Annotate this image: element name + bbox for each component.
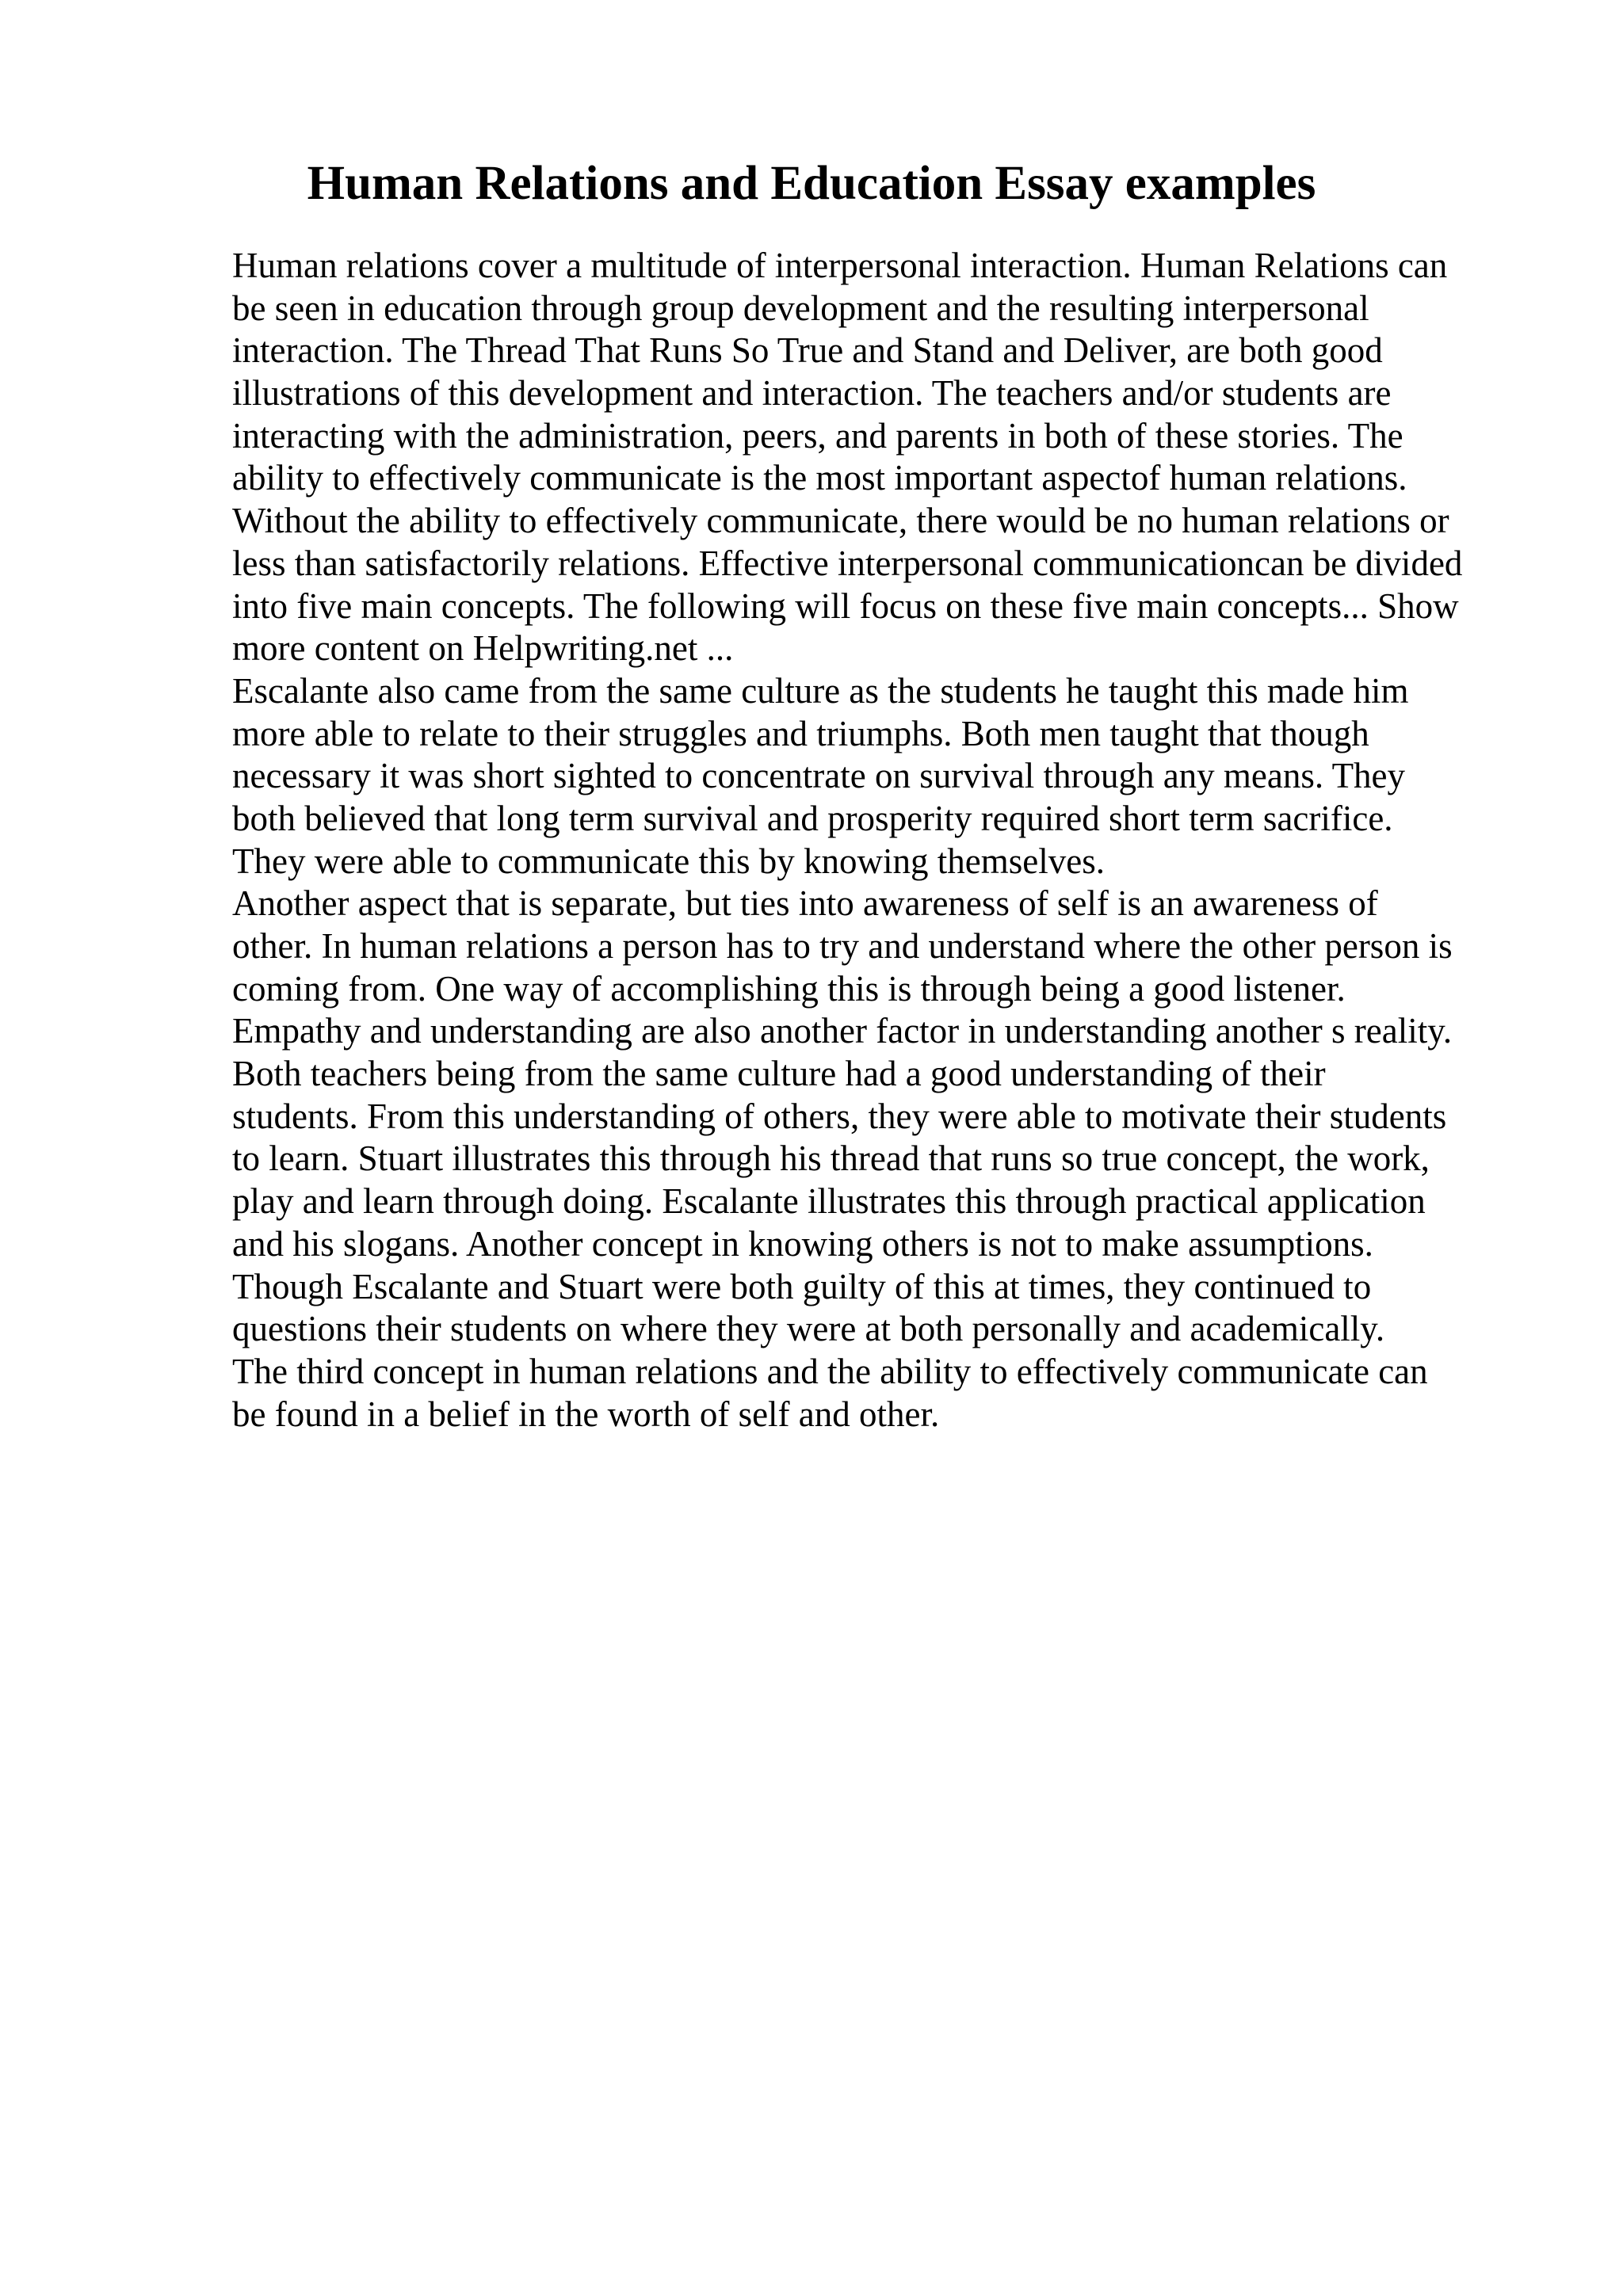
text-line: Both teachers being from the same culture had a good understanding of their	[232, 1054, 1326, 1094]
text-line: and his slogans. Another concept in knowing others is not to make assumptions.	[232, 1223, 1373, 1264]
text-line: Another aspect that is separate, but ties into awareness of self is an awareness of	[232, 883, 1378, 924]
essay-body	[232, 245, 1611, 1436]
text-line: Escalante also came from the same culture as the students he taught this made him	[232, 670, 1409, 711]
text-line: other. In human relations a person has to try and understand where the other person is	[232, 926, 1453, 966]
text-line: into five main concepts. The following will focus on these five main concepts... Show	[232, 585, 1459, 626]
text-line: coming from. One way of accomplishing this is through being a good listener.	[232, 968, 1346, 1009]
text-line: Without the ability to effectively communicate, there would be no human relations or	[232, 501, 1449, 541]
text-line: play and learn through doing. Escalante illustrates this through practical application	[232, 1181, 1426, 1222]
text-line: illustrations of this development and interaction. The teachers and/or students are	[232, 373, 1392, 414]
text-line: Human relations cover a multitude of interpersonal interaction. Human Relations can	[232, 246, 1448, 285]
text-line: Though Escalante and Stuart were both guilty of this at times, they continued to	[232, 1266, 1372, 1306]
text-line: They were able to communicate this by knowing themselves.	[232, 841, 1105, 881]
text-line: less than satisfactorily relations. Effective interpersonal communicationcan be divided	[232, 543, 1463, 583]
text-line: more able to relate to their struggles and triumphs. Both men taught that though	[232, 713, 1369, 753]
text-line: questions their students on where they were at both personally and academically.	[232, 1309, 1385, 1349]
text-line: to learn. Stuart illustrates this through his thread that runs so true concept, the work,	[232, 1138, 1430, 1179]
text-line: The third concept in human relations and the ability to effectively communicate can	[232, 1351, 1428, 1391]
text-line: be found in a belief in the worth of self and other.	[232, 1394, 940, 1434]
text-line: both believed that long term survival and prosperity required short term sacrifice.	[232, 798, 1393, 838]
text-line: Empathy and understanding are also another factor in understanding another s reality.	[232, 1011, 1453, 1051]
text-line: more content on Helpwriting.net ...	[232, 628, 734, 669]
text-line: be seen in education through group development and the resulting interpersonal	[232, 288, 1369, 328]
text-line: students. From this understanding of others, they were able to motivate their students	[232, 1096, 1447, 1136]
document-title: Human Relations and Education Essay examples	[307, 157, 1316, 210]
text-line: ability to effectively communicate is the most important aspectof human relations.	[232, 458, 1407, 498]
text-line: interacting with the administration, peers, and parents in both of these stories. The	[232, 415, 1403, 456]
text-line: necessary it was short sighted to concentrate on survival through any means. They	[232, 756, 1406, 796]
text-line: interaction. The Thread That Runs So True and Stand and Deliver, are both good	[232, 330, 1383, 371]
